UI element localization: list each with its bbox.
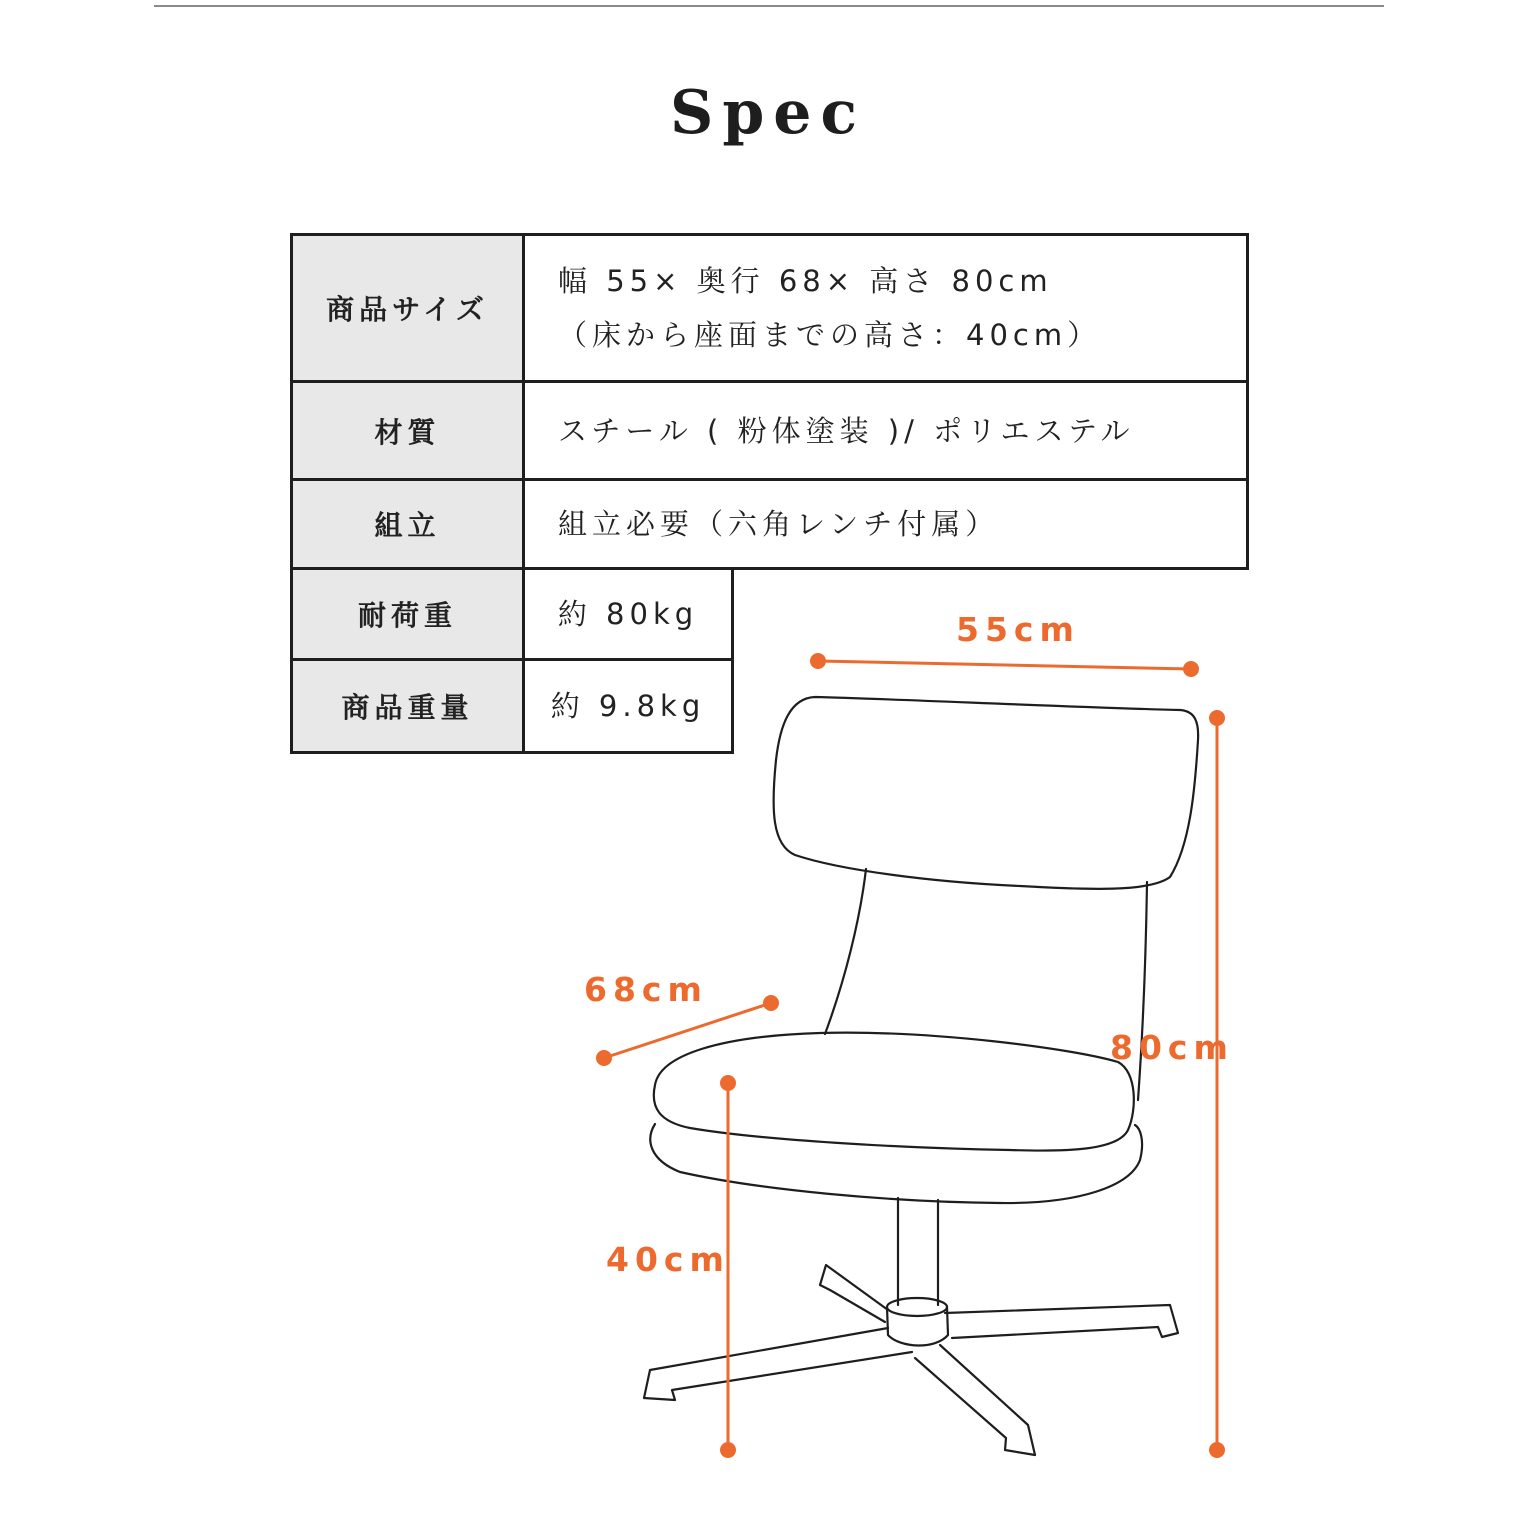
value-product-weight-line: 約 9.8kg	[550, 689, 706, 723]
chair-back-panel-right	[1138, 882, 1147, 1100]
chair-cylinder-ring	[887, 1298, 947, 1316]
label-product-weight: 商品重量	[290, 658, 525, 754]
value-material-line: スチール ( 粉体塗装 )/ ポリエステル	[558, 413, 1135, 448]
label-assembly: 組立	[290, 478, 525, 570]
dimension-width-line	[818, 661, 1191, 669]
value-assembly-line: 組立必要（六角レンチ付属）	[558, 507, 1000, 541]
dimension-seat-height-label: 40cm	[606, 1240, 730, 1279]
label-load-capacity: 耐荷重	[290, 567, 525, 661]
dimension-height-start-marker	[1211, 712, 1224, 725]
dimension-seat-height-end-marker	[722, 1444, 735, 1457]
value-product-size-line-2: （床から座面までの高さ：40cm）	[558, 318, 1102, 352]
chair-leg-back-left	[820, 1265, 888, 1322]
label-material: 材質	[290, 380, 525, 481]
dimension-seat-height-start-marker	[722, 1077, 735, 1090]
label-product-size: 商品サイズ	[290, 233, 525, 383]
chair-back-panel	[825, 869, 866, 1034]
dimension-height-end-marker	[1211, 1444, 1224, 1457]
dimension-depth-end-marker	[765, 997, 778, 1010]
dimension-depth-start-marker	[598, 1052, 611, 1065]
dimension-width-label: 55cm	[956, 610, 1080, 649]
dimension-width-start-marker	[812, 655, 825, 668]
page-title: Spec	[670, 78, 866, 148]
dimension-depth-line	[604, 1003, 771, 1058]
chair-backrest-cushion	[774, 697, 1199, 889]
dimension-depth-label: 68cm	[584, 970, 708, 1009]
value-load-capacity-line: 約 80kg	[557, 597, 699, 631]
chair-leg-front-left	[644, 1328, 912, 1400]
chair-seat-base	[650, 1124, 1142, 1203]
chair-leg-front-right	[915, 1345, 1035, 1455]
value-product-size-line-1: 幅 55× 奥行 68× 高さ 80cm	[558, 264, 1053, 298]
dimension-width-end-marker	[1185, 663, 1198, 676]
dimension-height-label: 80cm	[1110, 1028, 1234, 1067]
chair-leg-right	[945, 1305, 1178, 1338]
chair-seat-cushion	[654, 1033, 1134, 1151]
